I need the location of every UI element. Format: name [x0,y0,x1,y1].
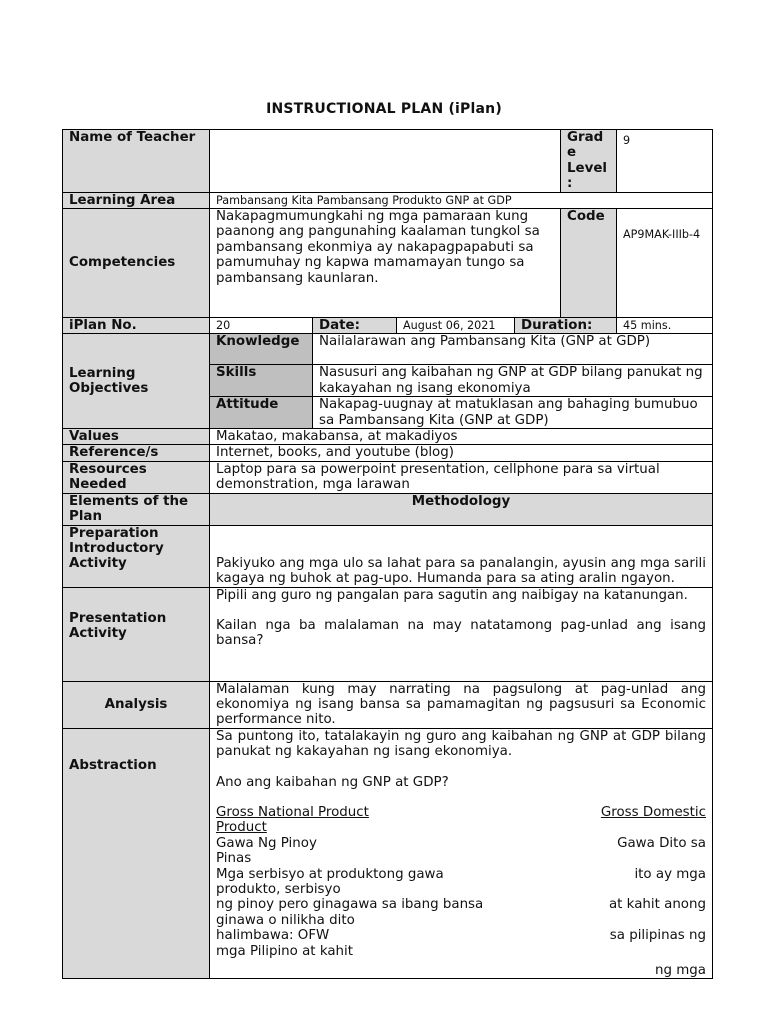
skills-value: Nasusuri ang kaibahan ng GNP at GDP bilang panukat ng kakayahan ng isang ekonomiya [313,365,713,397]
code-label: Code [561,209,617,318]
analysis-value: Malalaman kung may narrating na pagsulong at pag-unlad ang ekonomiya ng isang bansa sa pamamagitan ng pagsusuri sa Economic performance nito. [210,681,713,728]
iplan-label: iPlan No. [63,318,210,334]
comparison-row-2: Mga serbisyo at produktong gawa ito ay mga [216,866,706,882]
competencies-value: Nakapagmumungkahi ng mga pamaraan kung paanong ang pangunahing kaalaman tungkol sa pambansang ekonmiya ay nakapagpapabuti sa pamumuhay ng kapwa mamamayan tungo sa pambansang kaunlaran. [210,209,561,318]
comparison-row-1-cont: Pinas [216,851,252,867]
iplan-value: 20 [210,318,313,334]
attitude-value: Nakapag-uugnay at matuklasan ang bahaging bumubuo sa Pambansang Kita (GNP at GDP) [313,397,713,429]
preparation-row [63,525,713,587]
competencies-row [63,209,713,318]
knowledge-value: Nailalarawan ang Pambansang Kita (GNP at GDP) [313,334,713,365]
comparison-row-4-cont: mga Pilipino at kahit [216,943,353,959]
methodology-header: Methodology [210,493,713,525]
learning-area-value: Pambansang Kita Pambansang Produkto GNP at GDP [210,192,713,208]
resources-row [63,461,713,493]
gdp-heading: Gross Domestic [600,804,706,820]
comparison-header [216,805,706,820]
comparison-row-3: ng pinoy pero ginagawa sa ibang bansa at kahit anong [216,897,706,913]
values-label: Values [63,429,210,445]
grade-value: 9 [617,130,713,193]
values-value: Makatao, makabansa, at makadiyos [210,429,713,445]
duration-value: 45 mins. [617,318,713,334]
code-value: AP9MAK-IIIb-4 [617,209,713,318]
gdp-heading-cont: Product [216,820,267,836]
skills-label: Skills [210,365,313,397]
resources-label: Resources Needed [63,461,210,493]
comparison-row-4: halimbawa: OFW sa pilipinas ng [216,928,706,944]
competencies-label: Competencies [63,209,210,318]
comparison-row-2-cont: produkto, serbisyo [216,881,341,897]
analysis-label: Analysis [63,681,210,728]
date-value: August 06, 2021 [397,318,515,334]
iplan-row [63,318,713,334]
preparation-label: Preparation Introductory Activity [63,525,210,587]
knowledge-row [63,334,713,365]
grade-label: Grade Level: [561,130,617,193]
abstraction-row [63,728,713,979]
values-row [63,429,713,445]
resources-value: Laptop para sa powerpoint presentation, cellphone para sa virtual demonstration, mga larawan [210,461,713,493]
teacher-label: Name of Teacher [63,130,210,193]
document-title: INSTRUCTIONAL PLAN (iPlan) [266,101,502,117]
attitude-label: Attitude [210,397,313,429]
elements-label: Elements of the Plan [63,493,210,525]
comparison-row-1: Gawa Ng Pinoy Gawa Dito sa [216,835,706,851]
references-value: Internet, books, and youtube (blog) [210,445,713,461]
preparation-value: Pakiyuko ang mga ulo sa lahat para sa panalangin, ayusin ang mga sarili kagaya ng buhok at pag-upo. Humanda para sa ating aralin ngayon. [210,525,713,587]
references-label: Reference/s [63,445,210,461]
instructional-plan-table [62,129,713,979]
presentation-label-cell [63,587,210,681]
learning-objectives-label: Learning Objectives [63,334,210,429]
abstraction-label: Abstraction [63,728,210,979]
teacher-value [210,130,561,193]
comparison-row-3-cont: ginawa o nilikha dito [216,912,355,928]
learning-area-label: Learning Area [63,192,210,208]
references-row [63,445,713,461]
abstraction-value [210,728,713,979]
presentation-value [210,587,713,681]
presentation-label: Presentation Activity [69,610,167,641]
presentation-row [63,587,713,681]
analysis-row [63,681,713,728]
gnp-heading: Gross National Product [216,804,369,820]
knowledge-label: Knowledge [210,334,313,365]
abstraction-question: Ano ang kaibahan ng GNP at GDP? [216,774,449,790]
duration-label: Duration: [515,318,617,334]
presentation-paragraph-1: Pipili ang guro ng pangalan para sagutin ang naibigay na katanungan. [216,587,688,603]
abstraction-paragraph: Sa puntong ito, tatalakayin ng guro ang kaibahan ng GNP at GDP bilang panukat ng kakayahan ng isang ekonomiya. [216,728,706,760]
teacher-row [63,130,713,193]
date-label: Date: [313,318,397,334]
learning-area-row [63,192,713,208]
methodology-header-row [63,493,713,525]
comparison-row-5: ng mga [655,963,706,978]
presentation-paragraph-2: Kailan nga ba malalaman na may natatamong pag-unlad ang isang bansa? [216,617,706,649]
